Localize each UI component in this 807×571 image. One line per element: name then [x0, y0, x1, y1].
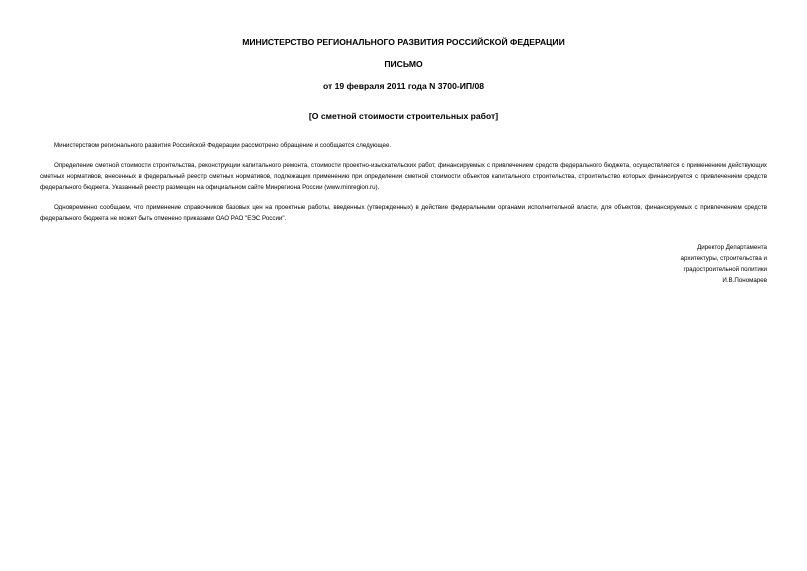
- signature-block: [567, 242, 767, 286]
- signature-position-line-3: градостроительной политики: [683, 266, 767, 273]
- ministry-title: МИНИСТЕРСТВО РЕГИОНАЛЬНОГО РАЗВИТИЯ РОССИЙСКОЙ ФЕДЕРАЦИИ: [242, 37, 565, 47]
- paragraph: Министерством регионального развития Российской Федерации рассмотрено обращение и сообщается следующее.: [54, 142, 392, 149]
- document-subject: [О сметной стоимости строительных работ]: [308, 111, 499, 121]
- signature-position-line-1: Директор Департамента: [697, 244, 767, 251]
- document-date-number: от 19 февраля 2011 года N 3700-ИП/08: [322, 81, 485, 91]
- paragraph: Одновременно сообщаем, что применение справочников базовых цен на проектные работы, введенных (утвержденных) в действие федеральными органами исполнительной власти, для объектов, финансируемых с привлечением средств федерального бюджета не может быть отменено приказами ОАО РАО "ЕЭС России".: [40, 204, 767, 222]
- signature-position-line-2: архитектуры, строительства и: [680, 255, 767, 262]
- document-type: ПИСЬМО: [384, 59, 423, 69]
- signatory-name: И.В.Пономарев: [722, 277, 767, 284]
- paragraph: Определение сметной стоимости строительства, реконструкции капитального ремонта, стоимости проектно-изыскательских работ, финансируемых с привлечением средств федерального бюджета, осуществляется с применением действующих сметных нормативов, внесенных в федеральный реестр сметных нормативов, подлежащих применению при определении сметной стоимости объектов капитального строительства, строительство которых финансируется с привлечением средств федерального бюджета. Указанный реестр размещен на официальном сайте Минрегиона России (www.minregion.ru).: [40, 162, 767, 191]
